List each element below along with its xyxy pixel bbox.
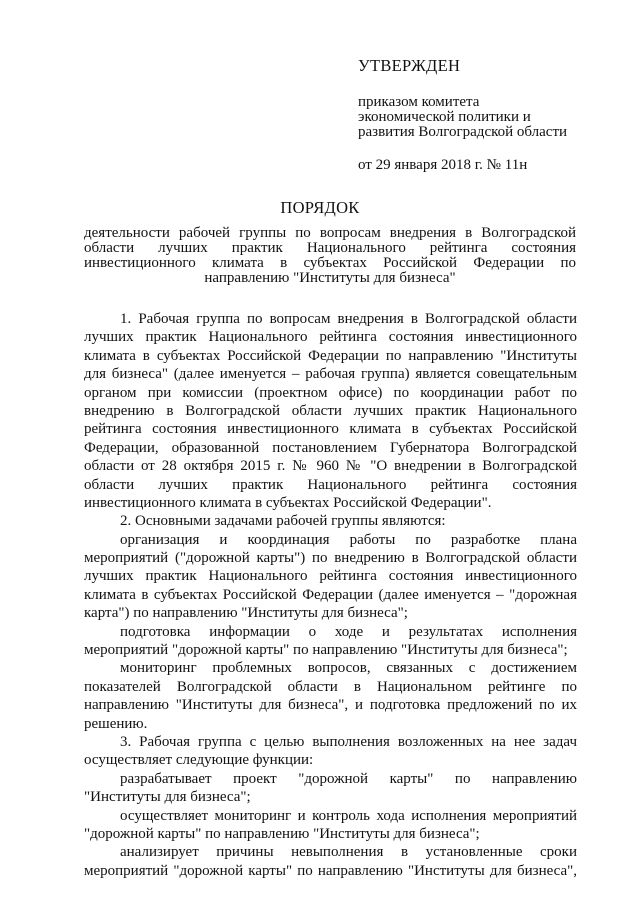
approval-date: от 29 января 2018 г. № 11н: [358, 157, 528, 173]
document-body: [84, 310, 577, 880]
approval-line: экономической политики и: [358, 109, 531, 125]
list-item-line: организация и координация работы по разработке плана: [120, 531, 577, 548]
approval-block: [358, 56, 618, 174]
paragraph-1-line: органом при комиссии (проектном офисе) по координации работ по: [84, 384, 577, 401]
paragraph-1-line: внедрению в Волгоградской области лучших практик Национального: [84, 402, 577, 419]
subtitle-line: инвестиционного климата в субъектах Российской Федерации по: [84, 255, 576, 271]
approval-line: развития Волгоградской области: [358, 124, 568, 140]
subtitle-line: направлению "Институты для бизнеса": [204, 270, 456, 286]
list-item-line: осуществляет мониторинг и контроль хода исполнения мероприятий: [120, 807, 577, 824]
paragraph-1-line: области от 28 октября 2015 г. № 960 № "О внедрении в Волгоградской: [84, 458, 577, 475]
list-item-line: "Институты для бизнеса";: [84, 789, 251, 806]
paragraph-1-line: климата в субъектах Российской Федерации по направлению "Институты: [84, 347, 577, 364]
paragraph-1-line: 1. Рабочая группа по вопросам внедрения в Волгоградской области: [120, 311, 577, 327]
paragraph-1-line: лучших практик Национального рейтинга состояния инвестиционного: [84, 329, 577, 346]
approval-line: приказом комитета: [358, 94, 480, 110]
list-item-line: показателей Волгоградской области в Национальном рейтинге по: [84, 678, 577, 695]
paragraph-1-line: инвестиционного климата в субъектах Российской Федерации".: [84, 494, 492, 511]
paragraph-1-line: области лучших практик Национального рейтинга состояния: [84, 476, 577, 493]
subtitle-line: деятельности рабочей группы по вопросам внедрения в Волгоградской: [84, 225, 576, 241]
list-item-line: мониторинг проблемных вопросов, связанных с достижением: [120, 660, 577, 677]
list-item-line: подготовка информации о ходе и результатах исполнения: [120, 623, 577, 640]
paragraph-1-line: Федерации, образованной постановлением Губернатора Волгоградской: [84, 439, 577, 456]
paragraph-1-line: рейтинга состояния инвестиционного климата в субъектах Российской: [84, 421, 577, 438]
approval-title: УТВЕРЖДЕН: [358, 56, 461, 75]
subtitle-line: области лучших практик Национального рейтинга состояния: [84, 240, 576, 256]
paragraph-1-line: для бизнеса" (далее именуется – рабочая группа) является совещательным: [84, 366, 577, 383]
list-item-line: мероприятий "дорожной карты" по направлению "Институты для бизнеса",: [84, 862, 577, 879]
list-item-line: климата в субъектах Российской Федерации (далее именуется – "дорожная: [84, 586, 577, 603]
paragraph-3-line: осуществляет следующие функции:: [84, 752, 314, 769]
list-item-line: "дорожной карты" по направлению "Институты для бизнеса";: [84, 825, 480, 842]
document-subtitle: [84, 226, 576, 286]
list-item-line: направлению "Институты для бизнеса", и подготовка предложений по их: [84, 697, 577, 714]
list-item-line: мероприятий "дорожной карты" по направлению "Институты для бизнеса";: [84, 642, 568, 659]
list-item-line: анализирует причины невыполнения в установленные сроки: [120, 844, 577, 861]
paragraph-3-line: 3. Рабочая группа с целью выполнения возложенных на нее задач: [120, 733, 577, 750]
list-item-line: карта") по направлению "Институты для бизнеса";: [84, 605, 408, 622]
approval-order-text: [358, 95, 618, 140]
list-item-line: решению.: [84, 715, 148, 732]
list-item-line: разрабатывает проект "дорожной карты" по направлению: [120, 770, 577, 787]
paragraph-2-line: 2. Основными задачами рабочей группы являются:: [120, 513, 446, 530]
list-item-line: лучших практик Национального рейтинга состояния инвестиционного: [84, 568, 577, 585]
list-item-line: мероприятий ("дорожной карты") по внедрению в Волгоградской области: [84, 550, 577, 567]
document-title: ПОРЯДОК: [280, 198, 360, 217]
